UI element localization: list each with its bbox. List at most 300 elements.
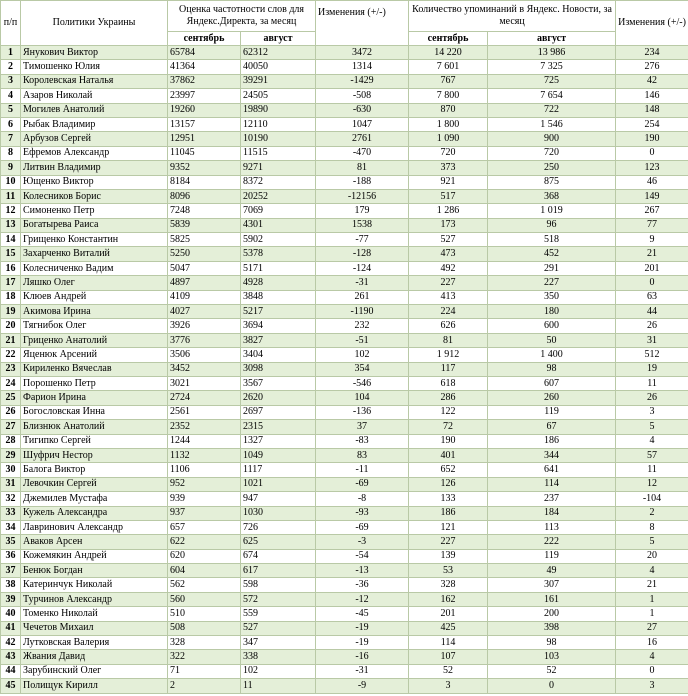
news-september-cell: 7 601 [409, 60, 488, 74]
news-change-cell: 146 [616, 89, 688, 103]
direct-september-cell: 328 [168, 636, 241, 650]
news-september-cell: 517 [409, 189, 488, 203]
news-change-cell: 276 [616, 60, 688, 74]
direct-september-cell: 5047 [168, 261, 241, 275]
table-row [1, 189, 688, 203]
col-header-september-news: сентябрь [409, 32, 488, 46]
direct-change-cell: -470 [316, 146, 409, 160]
news-august-cell: 98 [488, 362, 616, 376]
news-august-cell: 67 [488, 420, 616, 434]
politician-name-cell: Ющенко Виктор [21, 175, 168, 189]
direct-september-cell: 657 [168, 520, 241, 534]
direct-august-cell: 527 [241, 621, 316, 635]
news-september-cell: 139 [409, 549, 488, 563]
row-number-cell: 30 [1, 463, 21, 477]
news-change-cell: 234 [616, 46, 688, 60]
news-august-cell: 344 [488, 448, 616, 462]
politician-name-cell: Лавринович Александр [21, 520, 168, 534]
news-august-cell: 98 [488, 636, 616, 650]
table-row [1, 592, 688, 606]
direct-september-cell: 7248 [168, 204, 241, 218]
direct-september-cell: 12951 [168, 132, 241, 146]
direct-august-cell: 625 [241, 535, 316, 549]
politician-name-cell: Близнюк Анатолий [21, 420, 168, 434]
news-change-cell: 123 [616, 161, 688, 175]
news-august-cell: 227 [488, 276, 616, 290]
table-row [1, 348, 688, 362]
direct-august-cell: 4301 [241, 218, 316, 232]
col-header-yandex-direct: Оценка частотности слов для Яндекс.Директа, за месяц [168, 1, 316, 32]
direct-september-cell: 19260 [168, 103, 241, 117]
table-row [1, 448, 688, 462]
table-row [1, 549, 688, 563]
politician-name-cell: Грищенко Константин [21, 233, 168, 247]
row-number-cell: 9 [1, 161, 21, 175]
table-row [1, 564, 688, 578]
table-row [1, 362, 688, 376]
direct-change-cell: -8 [316, 492, 409, 506]
news-september-cell: 921 [409, 175, 488, 189]
table-row [1, 506, 688, 520]
row-number-cell: 26 [1, 405, 21, 419]
table-row [1, 492, 688, 506]
news-august-cell: 113 [488, 520, 616, 534]
direct-change-cell: -45 [316, 607, 409, 621]
news-change-cell: 1 [616, 592, 688, 606]
direct-september-cell: 3926 [168, 319, 241, 333]
direct-change-cell: 81 [316, 161, 409, 175]
politician-name-cell: Клюев Андрей [21, 290, 168, 304]
direct-change-cell: 261 [316, 290, 409, 304]
row-number-cell: 2 [1, 60, 21, 74]
direct-september-cell: 5250 [168, 247, 241, 261]
news-september-cell: 618 [409, 376, 488, 390]
politician-name-cell: Тимошенко Юлия [21, 60, 168, 74]
table-row [1, 204, 688, 218]
col-header-change-direct: Изменения (+/-) [316, 1, 409, 46]
direct-change-cell: -83 [316, 434, 409, 448]
row-number-cell: 1 [1, 46, 21, 60]
direct-change-cell: 104 [316, 391, 409, 405]
news-august-cell: 720 [488, 146, 616, 160]
news-september-cell: 72 [409, 420, 488, 434]
news-change-cell: 12 [616, 477, 688, 491]
row-number-cell: 6 [1, 117, 21, 131]
direct-august-cell: 1117 [241, 463, 316, 477]
row-number-cell: 10 [1, 175, 21, 189]
direct-change-cell: -77 [316, 233, 409, 247]
news-august-cell: 96 [488, 218, 616, 232]
col-header-september-direct: сентябрь [168, 32, 241, 46]
direct-august-cell: 338 [241, 650, 316, 664]
direct-august-cell: 20252 [241, 189, 316, 203]
table-row [1, 146, 688, 160]
direct-change-cell: -11 [316, 463, 409, 477]
direct-september-cell: 71 [168, 664, 241, 678]
news-change-cell: 512 [616, 348, 688, 362]
news-september-cell: 133 [409, 492, 488, 506]
direct-september-cell: 952 [168, 477, 241, 491]
direct-september-cell: 620 [168, 549, 241, 563]
news-august-cell: 0 [488, 679, 616, 693]
direct-change-cell: -124 [316, 261, 409, 275]
politician-name-cell: Бенюк Богдан [21, 564, 168, 578]
table-row [1, 405, 688, 419]
direct-change-cell: 83 [316, 448, 409, 462]
news-september-cell: 1 912 [409, 348, 488, 362]
direct-september-cell: 1106 [168, 463, 241, 477]
news-september-cell: 186 [409, 506, 488, 520]
direct-august-cell: 5378 [241, 247, 316, 261]
direct-september-cell: 41364 [168, 60, 241, 74]
news-change-cell: 46 [616, 175, 688, 189]
direct-september-cell: 2561 [168, 405, 241, 419]
news-august-cell: 184 [488, 506, 616, 520]
table-row [1, 319, 688, 333]
news-august-cell: 607 [488, 376, 616, 390]
direct-august-cell: 559 [241, 607, 316, 621]
direct-change-cell: -93 [316, 506, 409, 520]
direct-change-cell: -1429 [316, 74, 409, 88]
politician-name-cell: Тигипко Сергей [21, 434, 168, 448]
politician-name-cell: Колесниченко Вадим [21, 261, 168, 275]
news-august-cell: 200 [488, 607, 616, 621]
news-august-cell: 260 [488, 391, 616, 405]
news-september-cell: 413 [409, 290, 488, 304]
table-row [1, 535, 688, 549]
politician-name-cell: Ефремов Александр [21, 146, 168, 160]
direct-august-cell: 1049 [241, 448, 316, 462]
row-number-cell: 35 [1, 535, 21, 549]
news-change-cell: 0 [616, 146, 688, 160]
row-number-cell: 3 [1, 74, 21, 88]
news-change-cell: 9 [616, 233, 688, 247]
news-change-cell: 5 [616, 420, 688, 434]
row-number-cell: 19 [1, 305, 21, 319]
news-change-cell: 27 [616, 621, 688, 635]
row-number-cell: 16 [1, 261, 21, 275]
news-change-cell: 44 [616, 305, 688, 319]
direct-august-cell: 572 [241, 592, 316, 606]
direct-august-cell: 2697 [241, 405, 316, 419]
header-row [1, 1, 688, 32]
news-september-cell: 492 [409, 261, 488, 275]
row-number-cell: 27 [1, 420, 21, 434]
direct-change-cell: -546 [316, 376, 409, 390]
news-change-cell: 3 [616, 679, 688, 693]
politician-name-cell: Катеринчук Николай [21, 578, 168, 592]
direct-september-cell: 8184 [168, 175, 241, 189]
news-september-cell: 1 286 [409, 204, 488, 218]
politician-name-cell: Ляшко Олег [21, 276, 168, 290]
news-august-cell: 119 [488, 549, 616, 563]
news-change-cell: 254 [616, 117, 688, 131]
politician-name-cell: Королевская Наталья [21, 74, 168, 88]
direct-august-cell: 3694 [241, 319, 316, 333]
row-number-cell: 42 [1, 636, 21, 650]
news-change-cell: 77 [616, 218, 688, 232]
row-number-cell: 11 [1, 189, 21, 203]
direct-september-cell: 562 [168, 578, 241, 592]
news-september-cell: 425 [409, 621, 488, 635]
col-header-yandex-news: Количество упоминаний в Яндекс. Новости, за месяц [409, 1, 616, 32]
row-number-cell: 31 [1, 477, 21, 491]
news-september-cell: 870 [409, 103, 488, 117]
direct-august-cell: 1327 [241, 434, 316, 448]
direct-change-cell: 232 [316, 319, 409, 333]
direct-august-cell: 2315 [241, 420, 316, 434]
table-row [1, 520, 688, 534]
news-change-cell: 11 [616, 376, 688, 390]
direct-august-cell: 3827 [241, 333, 316, 347]
row-number-cell: 41 [1, 621, 21, 635]
direct-august-cell: 7069 [241, 204, 316, 218]
table-row [1, 103, 688, 117]
politician-name-cell: Лутковская Валерия [21, 636, 168, 650]
direct-august-cell: 5902 [241, 233, 316, 247]
table-row [1, 290, 688, 304]
news-change-cell: 16 [616, 636, 688, 650]
direct-change-cell: 354 [316, 362, 409, 376]
direct-august-cell: 5217 [241, 305, 316, 319]
row-number-cell: 40 [1, 607, 21, 621]
news-change-cell: 19 [616, 362, 688, 376]
direct-august-cell: 12110 [241, 117, 316, 131]
direct-change-cell: 179 [316, 204, 409, 218]
row-number-cell: 28 [1, 434, 21, 448]
table-row [1, 664, 688, 678]
direct-august-cell: 617 [241, 564, 316, 578]
news-september-cell: 7 800 [409, 89, 488, 103]
table-row [1, 376, 688, 390]
direct-september-cell: 510 [168, 607, 241, 621]
news-august-cell: 1 400 [488, 348, 616, 362]
direct-september-cell: 322 [168, 650, 241, 664]
direct-change-cell: 102 [316, 348, 409, 362]
direct-september-cell: 1132 [168, 448, 241, 462]
direct-september-cell: 1244 [168, 434, 241, 448]
direct-september-cell: 939 [168, 492, 241, 506]
row-number-cell: 21 [1, 333, 21, 347]
direct-change-cell: 2761 [316, 132, 409, 146]
news-september-cell: 1 090 [409, 132, 488, 146]
direct-august-cell: 40050 [241, 60, 316, 74]
table-row [1, 420, 688, 434]
news-august-cell: 368 [488, 189, 616, 203]
news-september-cell: 328 [409, 578, 488, 592]
direct-august-cell: 674 [241, 549, 316, 563]
news-august-cell: 1 546 [488, 117, 616, 131]
news-change-cell: 0 [616, 664, 688, 678]
politician-name-cell: Богословская Инна [21, 405, 168, 419]
news-august-cell: 518 [488, 233, 616, 247]
direct-september-cell: 9352 [168, 161, 241, 175]
row-number-cell: 7 [1, 132, 21, 146]
news-august-cell: 398 [488, 621, 616, 635]
news-change-cell: 4 [616, 434, 688, 448]
news-change-cell: 2 [616, 506, 688, 520]
news-september-cell: 767 [409, 74, 488, 88]
direct-august-cell: 5171 [241, 261, 316, 275]
news-august-cell: 119 [488, 405, 616, 419]
direct-change-cell: -13 [316, 564, 409, 578]
news-september-cell: 53 [409, 564, 488, 578]
row-number-cell: 33 [1, 506, 21, 520]
news-august-cell: 725 [488, 74, 616, 88]
politician-name-cell: Гриценко Анатолий [21, 333, 168, 347]
direct-september-cell: 4027 [168, 305, 241, 319]
direct-september-cell: 23997 [168, 89, 241, 103]
politician-name-cell: Полищук Кирилл [21, 679, 168, 693]
table-row [1, 74, 688, 88]
col-header-august-direct: август [241, 32, 316, 46]
politician-name-cell: Арбузов Сергей [21, 132, 168, 146]
politician-name-cell: Кужель Александра [21, 506, 168, 520]
politician-name-cell: Богатырева Раиса [21, 218, 168, 232]
row-number-cell: 43 [1, 650, 21, 664]
news-change-cell: 149 [616, 189, 688, 203]
row-number-cell: 45 [1, 679, 21, 693]
politician-name-cell: Колесников Борис [21, 189, 168, 203]
news-september-cell: 373 [409, 161, 488, 175]
direct-change-cell: -31 [316, 664, 409, 678]
direct-september-cell: 3452 [168, 362, 241, 376]
politician-name-cell: Янукович Виктор [21, 46, 168, 60]
news-september-cell: 720 [409, 146, 488, 160]
direct-august-cell: 3567 [241, 376, 316, 390]
news-change-cell: 1 [616, 607, 688, 621]
direct-change-cell: -630 [316, 103, 409, 117]
direct-august-cell: 1021 [241, 477, 316, 491]
news-august-cell: 52 [488, 664, 616, 678]
news-change-cell: 190 [616, 132, 688, 146]
direct-august-cell: 3848 [241, 290, 316, 304]
direct-august-cell: 39291 [241, 74, 316, 88]
news-change-cell: 63 [616, 290, 688, 304]
news-september-cell: 81 [409, 333, 488, 347]
row-number-cell: 37 [1, 564, 21, 578]
news-september-cell: 122 [409, 405, 488, 419]
politician-name-cell: Кожемякин Андрей [21, 549, 168, 563]
direct-september-cell: 65784 [168, 46, 241, 60]
row-number-cell: 15 [1, 247, 21, 261]
politician-name-cell: Чечетов Михаил [21, 621, 168, 635]
row-number-cell: 34 [1, 520, 21, 534]
direct-september-cell: 2 [168, 679, 241, 693]
direct-september-cell: 508 [168, 621, 241, 635]
news-september-cell: 201 [409, 607, 488, 621]
table-row [1, 636, 688, 650]
direct-change-cell: -19 [316, 621, 409, 635]
news-change-cell: 4 [616, 564, 688, 578]
direct-august-cell: 4928 [241, 276, 316, 290]
table-row [1, 60, 688, 74]
politician-name-cell: Литвин Владимир [21, 161, 168, 175]
news-change-cell: -104 [616, 492, 688, 506]
col-header-august-news: август [488, 32, 616, 46]
table-row [1, 218, 688, 232]
politician-name-cell: Турчинов Александр [21, 592, 168, 606]
direct-august-cell: 3404 [241, 348, 316, 362]
news-august-cell: 222 [488, 535, 616, 549]
direct-change-cell: -36 [316, 578, 409, 592]
politician-name-cell: Порошенко Петр [21, 376, 168, 390]
direct-change-cell: -136 [316, 405, 409, 419]
news-september-cell: 286 [409, 391, 488, 405]
row-number-cell: 14 [1, 233, 21, 247]
news-august-cell: 186 [488, 434, 616, 448]
news-august-cell: 307 [488, 578, 616, 592]
news-august-cell: 49 [488, 564, 616, 578]
politician-name-cell: Левочкин Сергей [21, 477, 168, 491]
news-august-cell: 237 [488, 492, 616, 506]
direct-september-cell: 4109 [168, 290, 241, 304]
direct-september-cell: 3776 [168, 333, 241, 347]
direct-august-cell: 19890 [241, 103, 316, 117]
row-number-cell: 38 [1, 578, 21, 592]
politician-name-cell: Тягнибок Олег [21, 319, 168, 333]
table-body [1, 46, 688, 694]
row-number-cell: 36 [1, 549, 21, 563]
direct-august-cell: 947 [241, 492, 316, 506]
table-row [1, 175, 688, 189]
direct-change-cell: -12 [316, 592, 409, 606]
news-change-cell: 26 [616, 319, 688, 333]
politician-name-cell: Захарченко Виталий [21, 247, 168, 261]
direct-september-cell: 4897 [168, 276, 241, 290]
direct-august-cell: 1030 [241, 506, 316, 520]
direct-september-cell: 5839 [168, 218, 241, 232]
table-row [1, 621, 688, 635]
news-august-cell: 641 [488, 463, 616, 477]
row-number-cell: 29 [1, 448, 21, 462]
direct-september-cell: 560 [168, 592, 241, 606]
news-august-cell: 722 [488, 103, 616, 117]
news-september-cell: 626 [409, 319, 488, 333]
news-september-cell: 126 [409, 477, 488, 491]
news-august-cell: 114 [488, 477, 616, 491]
news-change-cell: 0 [616, 276, 688, 290]
table-row [1, 261, 688, 275]
politician-name-cell: Кириленко Вячеслав [21, 362, 168, 376]
row-number-cell: 20 [1, 319, 21, 333]
news-change-cell: 11 [616, 463, 688, 477]
politician-name-cell: Жвания Давид [21, 650, 168, 664]
direct-change-cell: -31 [316, 276, 409, 290]
politician-name-cell: Акимова Ирина [21, 305, 168, 319]
news-september-cell: 224 [409, 305, 488, 319]
direct-change-cell: 1538 [316, 218, 409, 232]
news-change-cell: 26 [616, 391, 688, 405]
direct-change-cell: -51 [316, 333, 409, 347]
direct-august-cell: 3098 [241, 362, 316, 376]
news-september-cell: 117 [409, 362, 488, 376]
politician-name-cell: Томенко Николай [21, 607, 168, 621]
direct-august-cell: 9271 [241, 161, 316, 175]
row-number-cell: 25 [1, 391, 21, 405]
politician-name-cell: Симоненко Петр [21, 204, 168, 218]
news-september-cell: 1 800 [409, 117, 488, 131]
direct-change-cell: 1314 [316, 60, 409, 74]
row-number-cell: 24 [1, 376, 21, 390]
direct-august-cell: 10190 [241, 132, 316, 146]
news-september-cell: 527 [409, 233, 488, 247]
news-august-cell: 250 [488, 161, 616, 175]
direct-september-cell: 3021 [168, 376, 241, 390]
row-number-cell: 4 [1, 89, 21, 103]
news-september-cell: 162 [409, 592, 488, 606]
news-change-cell: 4 [616, 650, 688, 664]
